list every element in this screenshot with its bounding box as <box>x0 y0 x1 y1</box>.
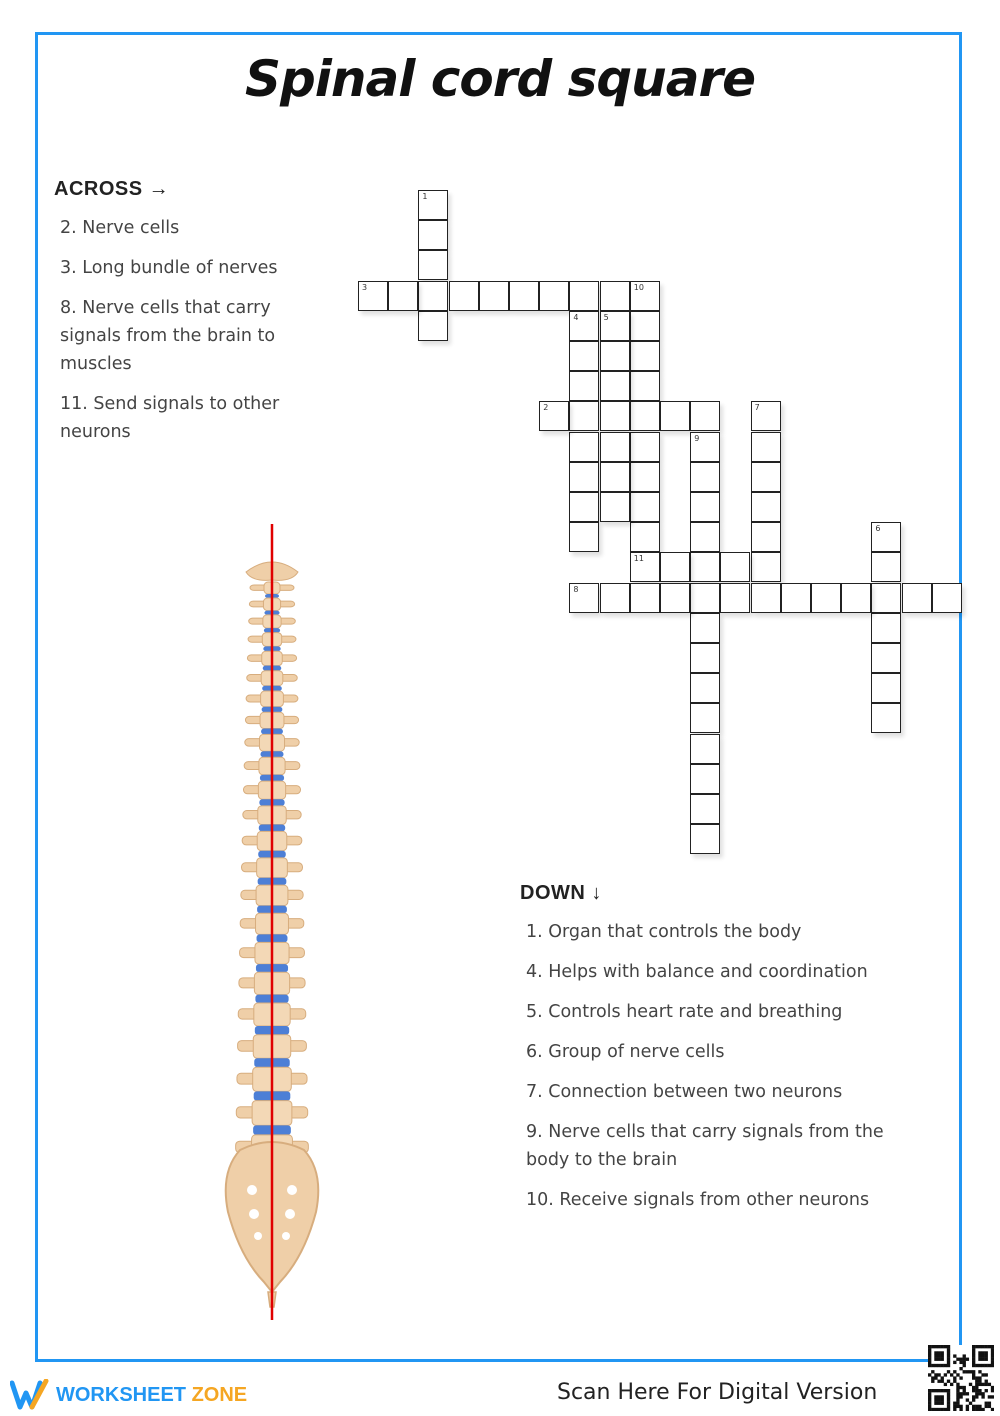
qr-code-icon[interactable] <box>928 1345 994 1411</box>
crossword-cell[interactable] <box>660 583 690 613</box>
crossword-cell[interactable] <box>781 583 811 613</box>
crossword-cell[interactable] <box>751 492 781 522</box>
crossword-cell[interactable] <box>418 220 448 250</box>
crossword-cell[interactable] <box>630 281 660 311</box>
crossword-cell[interactable] <box>871 673 901 703</box>
brand-logo[interactable] <box>10 1378 247 1412</box>
across-clue: 3. Long bundle of nerves <box>60 258 278 278</box>
crossword-cell[interactable] <box>690 764 720 794</box>
down-clue: 9. Nerve cells that carry signals from the body to the brain <box>526 1122 884 1170</box>
crossword-cell[interactable] <box>600 492 630 522</box>
crossword-cell[interactable] <box>569 371 599 401</box>
down-clue: 7. Connection between two neurons <box>526 1082 843 1102</box>
crossword-cell[interactable] <box>630 462 660 492</box>
brand-part1: WORKSHEET <box>56 1383 186 1406</box>
crossword-cell[interactable] <box>871 643 901 673</box>
crossword-cell[interactable] <box>871 613 901 643</box>
across-clue: 11. Send signals to other neurons <box>60 394 280 442</box>
crossword-cell[interactable] <box>600 583 630 613</box>
crossword-cell[interactable] <box>751 432 781 462</box>
crossword-cell[interactable] <box>902 583 932 613</box>
crossword-cell[interactable] <box>690 703 720 733</box>
crossword-cell[interactable] <box>600 462 630 492</box>
crossword-cell[interactable] <box>690 432 720 462</box>
worksheetzone-logo-icon <box>10 1379 50 1411</box>
crossword-cell[interactable] <box>418 190 448 220</box>
crossword-cell[interactable] <box>569 583 599 613</box>
spine-illustration <box>212 522 332 1322</box>
across-clue-list <box>60 214 300 458</box>
crossword-cell[interactable] <box>811 583 841 613</box>
crossword-cell[interactable] <box>660 552 690 582</box>
crossword-cell[interactable] <box>630 311 660 341</box>
crossword-cell[interactable] <box>751 401 781 431</box>
crossword-cell[interactable] <box>630 552 660 582</box>
crossword-cell[interactable] <box>569 462 599 492</box>
crossword-cell[interactable] <box>418 250 448 280</box>
crossword-cell[interactable] <box>630 371 660 401</box>
page-title: Spinal cord square <box>244 50 756 108</box>
crossword-cell[interactable] <box>751 583 781 613</box>
scan-instruction: Scan Here For Digital Version <box>557 1380 878 1405</box>
crossword-cell[interactable] <box>418 281 448 311</box>
crossword-cell[interactable] <box>751 522 781 552</box>
crossword-cell[interactable] <box>600 311 630 341</box>
crossword-cell[interactable] <box>569 401 599 431</box>
down-clue: 6. Group of nerve cells <box>526 1042 725 1062</box>
down-clue-list <box>526 918 906 1226</box>
crossword-cell[interactable] <box>720 583 750 613</box>
brand-name <box>56 1384 247 1407</box>
down-clue: 1. Organ that controls the body <box>526 922 802 942</box>
clue-number: 5 <box>603 312 609 322</box>
down-heading: DOWN ↓ <box>520 882 602 904</box>
clue-number: 7 <box>754 403 760 413</box>
crossword-cell[interactable] <box>418 311 448 341</box>
down-clue: 10. Receive signals from other neurons <box>526 1190 870 1210</box>
clue-number: 10 <box>633 282 644 292</box>
crossword-cell[interactable] <box>690 673 720 703</box>
crossword-cell[interactable] <box>630 341 660 371</box>
crossword-cell[interactable] <box>841 583 871 613</box>
crossword-cell[interactable] <box>569 492 599 522</box>
crossword-cell[interactable] <box>569 522 599 552</box>
clue-number: 2 <box>543 403 549 413</box>
crossword-cell[interactable] <box>690 492 720 522</box>
down-clue: 5. Controls heart rate and breathing <box>526 1002 843 1022</box>
crossword-cell[interactable] <box>388 281 418 311</box>
crossword-cell[interactable] <box>690 613 720 643</box>
crossword-cell[interactable] <box>630 432 660 462</box>
crossword-cell[interactable] <box>932 583 962 613</box>
crossword-cell[interactable] <box>871 522 901 552</box>
crossword-cell[interactable] <box>600 401 630 431</box>
crossword-cell[interactable] <box>751 552 781 582</box>
crossword-cell[interactable] <box>600 281 630 311</box>
crossword-cell[interactable] <box>569 281 599 311</box>
crossword-cell[interactable] <box>690 401 720 431</box>
brand-part2: ZONE <box>191 1383 248 1406</box>
crossword-cell[interactable] <box>751 462 781 492</box>
crossword-cell[interactable] <box>871 552 901 582</box>
crossword-cell[interactable] <box>690 643 720 673</box>
crossword-cell[interactable] <box>600 432 630 462</box>
crossword-cell[interactable] <box>690 583 720 613</box>
crossword-cell[interactable] <box>569 311 599 341</box>
crossword-cell[interactable] <box>600 341 630 371</box>
crossword-cell[interactable] <box>630 522 660 552</box>
crossword-cell[interactable] <box>358 281 388 311</box>
clue-number: 8 <box>573 584 579 594</box>
crossword-cell[interactable] <box>690 552 720 582</box>
crossword-cell[interactable] <box>690 734 720 764</box>
clue-number: 11 <box>633 554 644 564</box>
crossword-cell[interactable] <box>569 432 599 462</box>
crossword-cell[interactable] <box>690 794 720 824</box>
crossword-cell[interactable] <box>569 341 599 371</box>
crossword-cell[interactable] <box>720 552 750 582</box>
clue-number: 1 <box>422 192 428 201</box>
crossword-cell[interactable] <box>871 583 901 613</box>
crossword-cell[interactable] <box>479 281 509 311</box>
clue-number: 4 <box>573 312 579 322</box>
crossword-cell[interactable] <box>600 371 630 401</box>
crossword-cell[interactable] <box>630 401 660 431</box>
across-heading: ACROSS → <box>54 178 170 200</box>
crossword-cell[interactable] <box>539 281 569 311</box>
across-clue: 8. Nerve cells that carry signals from the brain to muscles <box>60 298 276 374</box>
clue-number: 3 <box>362 282 368 292</box>
crossword-cell[interactable] <box>449 281 479 311</box>
crossword-cell[interactable] <box>871 703 901 733</box>
clue-number: 6 <box>875 524 881 534</box>
crossword-cell[interactable] <box>630 583 660 613</box>
clue-number: 9 <box>694 433 700 443</box>
crossword-cell[interactable] <box>630 492 660 522</box>
crossword-cell[interactable] <box>660 401 690 431</box>
down-clue: 4. Helps with balance and coordination <box>526 962 868 982</box>
across-clue: 2. Nerve cells <box>60 218 180 238</box>
crossword-cell[interactable] <box>509 281 539 311</box>
crossword-cell[interactable] <box>690 462 720 492</box>
crossword-cell[interactable] <box>690 522 720 552</box>
crossword-cell[interactable] <box>539 401 569 431</box>
crossword-cell[interactable] <box>690 824 720 854</box>
